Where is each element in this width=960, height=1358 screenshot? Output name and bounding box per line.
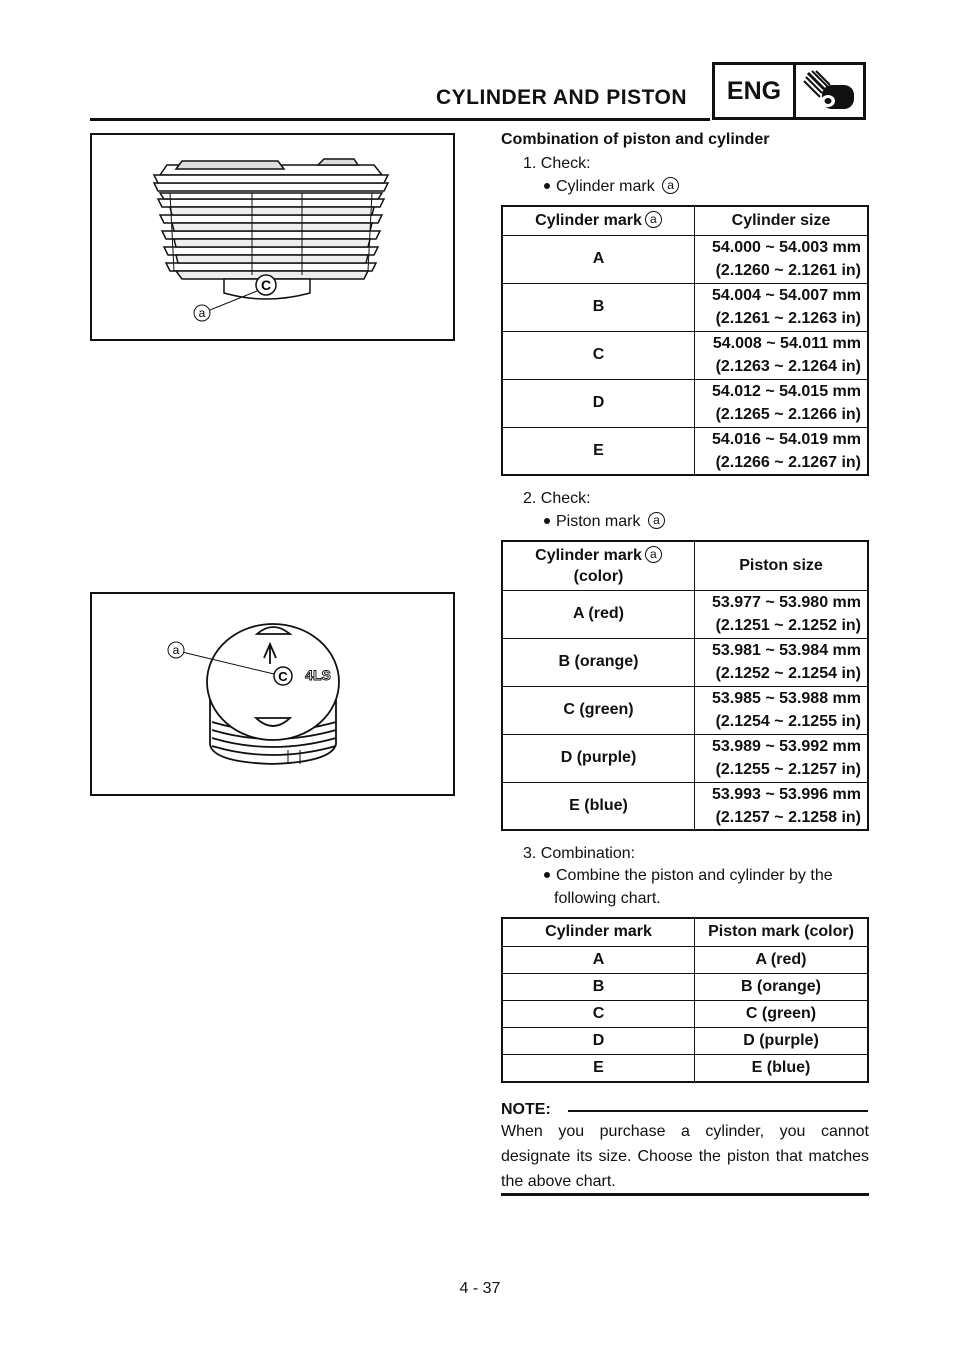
step-3-bullet-text-2: following chart. xyxy=(554,890,661,907)
piston-mark-cell: D (purple) xyxy=(502,734,695,782)
table-row xyxy=(502,782,868,830)
cylinder-mark-cell: D xyxy=(502,379,695,427)
cylinder-size-cell: 54.008 ~ 54.011 mm (2.1263 ~ 2.1264 in) xyxy=(695,331,869,379)
header-rule xyxy=(90,118,710,121)
piston-mark-cell: C (green) xyxy=(502,686,695,734)
piston-mark-cell: B (orange) xyxy=(502,638,695,686)
table-row xyxy=(502,973,868,1000)
step-1-bullet xyxy=(544,175,679,199)
cylinder-mark-cell: A xyxy=(502,235,695,283)
table-row xyxy=(502,1027,868,1054)
cylinder-size-cell: 54.016 ~ 54.019 mm (2.1266 ~ 2.1267 in) xyxy=(695,427,869,475)
table-row xyxy=(502,1000,868,1027)
bullet-dot xyxy=(544,872,550,878)
table-header-cell: Cylinder mark a xyxy=(502,206,695,235)
cylinder-size-cell: 54.004 ~ 54.007 mm (2.1261 ~ 2.1263 in) xyxy=(695,283,869,331)
bullet-dot xyxy=(544,518,550,524)
step-2-bullet xyxy=(544,510,665,534)
piston-size-table xyxy=(501,540,869,831)
step-1-bullet-text: Cylinder mark xyxy=(556,178,655,195)
page-number: 4 - 37 xyxy=(459,1280,501,1297)
section-heading: Combination of piston and cylinder xyxy=(501,131,770,148)
cylinder-mark-cell: B xyxy=(502,283,695,331)
piston-mark-cell: A (red) xyxy=(502,590,695,638)
table-row xyxy=(502,946,868,973)
combination-table xyxy=(501,917,869,1083)
step-2-bullet-text: Piston mark xyxy=(556,513,641,530)
step-1-number: 1. xyxy=(523,155,537,172)
piston-size-cell: 53.981 ~ 53.984 mm (2.1252 ~ 2.1254 in) xyxy=(695,638,869,686)
step-2-number: 2. xyxy=(523,490,537,507)
piston-callout-a: a xyxy=(172,643,180,657)
cylinder-illustration xyxy=(92,135,453,339)
table-row xyxy=(502,331,868,379)
piston-mark-cell: B (orange) xyxy=(695,973,869,1000)
engine-icon xyxy=(796,65,863,117)
table-row xyxy=(502,379,868,427)
piston-mark-cell: D (purple) xyxy=(695,1027,869,1054)
piston-mark-cell: A (red) xyxy=(695,946,869,973)
table-header-cell: Piston mark (color) xyxy=(695,918,869,946)
table-header-row xyxy=(502,541,868,590)
table-row xyxy=(502,590,868,638)
piston-mark-letter: C xyxy=(278,669,288,684)
note-rule xyxy=(568,1110,868,1112)
step-2-label: Check: xyxy=(540,490,591,507)
table-row xyxy=(502,235,868,283)
cylinder-mark-cell: D xyxy=(502,1027,695,1054)
step-3 xyxy=(523,842,635,865)
table-row xyxy=(502,686,868,734)
step-3-label: Combination: xyxy=(540,845,636,862)
cylinder-mark-cell: E xyxy=(502,427,695,475)
step-3-bullet-text-1: Combine the piston and cylinder by the xyxy=(556,867,833,884)
piston-mark-cell: E (blue) xyxy=(695,1054,869,1082)
table-row xyxy=(502,638,868,686)
mark-a-symbol: a xyxy=(662,177,679,194)
step-3-bullet xyxy=(544,864,833,910)
section-badge xyxy=(712,62,866,120)
table-header-row xyxy=(502,206,868,235)
piston-illustration xyxy=(92,594,453,794)
table-row xyxy=(502,427,868,475)
table-row xyxy=(502,283,868,331)
cylinder-callout-a: a xyxy=(198,306,206,320)
cylinder-mark-cell: B xyxy=(502,973,695,1000)
table-row xyxy=(502,1054,868,1082)
piston-model-code: 4LS xyxy=(305,667,331,683)
table-header-cell: Cylinder mark xyxy=(502,918,695,946)
step-2 xyxy=(523,487,591,510)
note-end-rule xyxy=(501,1193,869,1196)
page-title: CYLINDER AND PISTON xyxy=(436,86,688,109)
piston-figure xyxy=(90,592,455,796)
mark-a-symbol: a xyxy=(648,512,665,529)
piston-size-cell: 53.985 ~ 53.988 mm (2.1254 ~ 2.1255 in) xyxy=(695,686,869,734)
cylinder-mark-cell: C xyxy=(502,331,695,379)
cylinder-mark-letter: C xyxy=(260,277,272,293)
bullet-dot xyxy=(544,183,550,189)
cylinder-mark-cell: A xyxy=(502,946,695,973)
table-header-cell: Cylinder size xyxy=(695,206,869,235)
step-3-number: 3. xyxy=(523,845,537,862)
cylinder-figure xyxy=(90,133,455,341)
cylinder-mark-cell: C xyxy=(502,1000,695,1027)
table-header-cell: Cylinder mark a (color) xyxy=(502,541,695,590)
note-text: When you purchase a cylinder, you cannot designate its size. Choose the piston that matches the above chart. xyxy=(501,1123,869,1190)
piston-size-cell: 53.977 ~ 53.980 mm (2.1251 ~ 2.1252 in) xyxy=(695,590,869,638)
cylinder-mark-cell: E xyxy=(502,1054,695,1082)
step-1 xyxy=(523,152,591,175)
cylinder-size-table xyxy=(501,205,869,476)
piston-size-cell: 53.993 ~ 53.996 mm (2.1257 ~ 2.1258 in) xyxy=(695,782,869,830)
step-1-label: Check: xyxy=(540,155,591,172)
piston-size-cell: 53.989 ~ 53.992 mm (2.1255 ~ 2.1257 in) xyxy=(695,734,869,782)
cylinder-size-cell: 54.000 ~ 54.003 mm (2.1260 ~ 2.1261 in) xyxy=(695,235,869,283)
table-header-cell: Piston size xyxy=(695,541,869,590)
piston-mark-cell: E (blue) xyxy=(502,782,695,830)
section-badge-label: ENG xyxy=(715,65,796,117)
note-label: NOTE: xyxy=(501,1101,551,1118)
table-header-row xyxy=(502,918,868,946)
table-row xyxy=(502,734,868,782)
piston-mark-cell: C (green) xyxy=(695,1000,869,1027)
cylinder-size-cell: 54.012 ~ 54.015 mm (2.1265 ~ 2.1266 in) xyxy=(695,379,869,427)
